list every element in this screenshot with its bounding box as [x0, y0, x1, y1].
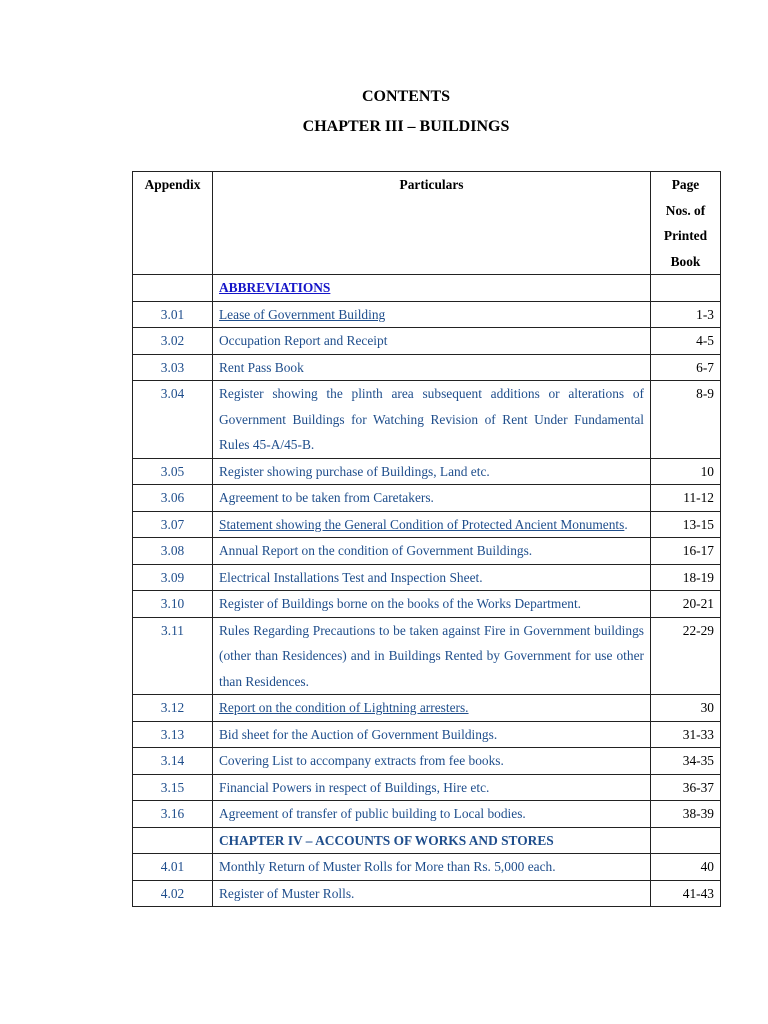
table-row	[133, 695, 721, 722]
header-page-line: Nos. of	[665, 202, 706, 218]
chapter-row	[133, 827, 721, 854]
appendix-number: 3.07	[133, 511, 213, 538]
particulars-text: Electrical Installations Test and Inspection Sheet.	[219, 569, 483, 585]
page-range: 30	[651, 695, 721, 722]
particulars-text: Register of Buildings borne on the books of the Works Department.	[219, 596, 582, 611]
appendix-number: 3.03	[133, 354, 213, 381]
appendix-number: 3.08	[133, 538, 213, 565]
table-row	[133, 328, 721, 355]
page-range: 36-37	[651, 774, 721, 801]
table-row	[133, 591, 721, 618]
particulars-cell	[213, 695, 651, 722]
particulars-cell	[213, 538, 651, 565]
table-row	[133, 801, 721, 828]
particulars-cell	[213, 880, 651, 907]
appendix-number: 3.12	[133, 695, 213, 722]
appendix-number: 3.04	[133, 381, 213, 459]
header-particulars: Particulars	[213, 172, 651, 275]
appendix-number: 3.14	[133, 748, 213, 775]
contents-table	[132, 171, 721, 907]
particulars-text: Occupation Report and Receipt	[219, 333, 388, 348]
table-row	[133, 748, 721, 775]
page-range: 4-5	[651, 328, 721, 355]
table-row	[133, 538, 721, 565]
page-range: 20-21	[651, 591, 721, 618]
particulars-cell	[213, 564, 651, 591]
table-row	[133, 774, 721, 801]
page-range: 34-35	[651, 748, 721, 775]
abbreviations-link[interactable]: ABBREVIATIONS	[219, 280, 331, 295]
particulars-text: Rules Regarding Precautions to be taken against Fire in Government buildings (other than Residences) and in Buildings Rented by Government for use other than Residences.	[219, 622, 644, 689]
particulars-text: Monthly Return of Muster Rolls for More than Rs. 5,000 each.	[219, 859, 556, 874]
particulars-cell	[213, 801, 651, 828]
particulars-cell	[213, 748, 651, 775]
empty-cell	[133, 827, 213, 854]
particulars-cell	[213, 591, 651, 618]
chapter-title: CHAPTER III – BUILDINGS	[302, 118, 510, 135]
particulars-cell	[213, 354, 651, 381]
appendix-number: 3.11	[133, 617, 213, 695]
header-page-line: Page	[671, 177, 700, 192]
particulars-link[interactable]: Statement showing the General Condition of Protected Ancient Monuments	[219, 516, 625, 532]
chapter-heading: CHAPTER IV – ACCOUNTS OF WORKS AND STORES	[213, 827, 651, 854]
appendix-number: 3.06	[133, 485, 213, 512]
header-page-line: Printed	[663, 228, 708, 243]
appendix-number: 3.10	[133, 591, 213, 618]
appendix-number: 3.13	[133, 721, 213, 748]
particulars-cell	[213, 381, 651, 459]
table-row	[133, 880, 721, 907]
particulars-text: Financial Powers in respect of Buildings, Hire etc.	[219, 779, 490, 795]
particulars-text: Bid sheet for the Auction of Government Buildings.	[219, 726, 498, 742]
header-page-line: Book	[670, 253, 701, 269]
table-row	[133, 354, 721, 381]
particulars-cell	[213, 511, 651, 538]
particulars-cell	[213, 485, 651, 512]
particulars-text: Register showing the plinth area subsequent additions or alterations of Government Buildings for Watching Revision of Rent Under Fundamental Rules 45-A/45-B.	[219, 386, 644, 452]
page-range: 31-33	[651, 721, 721, 748]
table-row	[133, 721, 721, 748]
page-range: 16-17	[651, 538, 721, 565]
particulars-cell	[213, 328, 651, 355]
particulars-text: Covering List to accompany extracts from fee books.	[219, 753, 504, 768]
particulars-text: Register showing purchase of Buildings, Land etc.	[219, 463, 490, 479]
page-range: 18-19	[651, 564, 721, 591]
page-range: 8-9	[651, 381, 721, 459]
particulars-link[interactable]: Lease of Government Building	[219, 306, 386, 322]
header-page-nos	[651, 172, 721, 275]
empty-cell	[651, 275, 721, 302]
abbreviations-cell	[213, 275, 651, 302]
empty-cell	[651, 827, 721, 854]
particulars-link[interactable]: Report on the condition of Lightning arresters.	[219, 700, 469, 715]
particulars-text: Agreement of transfer of public building to Local bodies.	[219, 806, 526, 821]
table-row	[133, 617, 721, 695]
page-range: 13-15	[651, 511, 721, 538]
particulars-cell	[213, 854, 651, 881]
appendix-number: 3.16	[133, 801, 213, 828]
page-range: 40	[651, 854, 721, 881]
page-range: 6-7	[651, 354, 721, 381]
particulars-text: Rent Pass Book	[219, 359, 304, 375]
particulars-cell	[213, 301, 651, 328]
appendix-number: 4.02	[133, 880, 213, 907]
particulars-cell	[213, 721, 651, 748]
particulars-cell	[213, 617, 651, 695]
particulars-suffix: .	[624, 516, 628, 532]
appendix-number: 3.05	[133, 458, 213, 485]
table-row	[133, 458, 721, 485]
page-range: 1-3	[651, 301, 721, 328]
appendix-number: 3.09	[133, 564, 213, 591]
table-row	[133, 485, 721, 512]
particulars-cell	[213, 774, 651, 801]
appendix-number: 3.01	[133, 301, 213, 328]
appendix-number: 3.02	[133, 328, 213, 355]
abbreviations-row	[133, 275, 721, 302]
page-range: 10	[651, 458, 721, 485]
table-row	[133, 564, 721, 591]
empty-cell	[133, 275, 213, 302]
page-range: 38-39	[651, 801, 721, 828]
page-range: 11-12	[651, 485, 721, 512]
particulars-text: Agreement to be taken from Caretakers.	[219, 490, 434, 505]
table-row	[133, 301, 721, 328]
table-row	[133, 381, 721, 459]
appendix-number: 3.15	[133, 774, 213, 801]
page-range: 22-29	[651, 617, 721, 695]
particulars-cell	[213, 458, 651, 485]
page-range: 41-43	[651, 880, 721, 907]
appendix-number: 4.01	[133, 854, 213, 881]
table-row	[133, 854, 721, 881]
particulars-text: Annual Report on the condition of Government Buildings.	[219, 543, 533, 558]
table-row	[133, 511, 721, 538]
header-appendix: Appendix	[133, 172, 213, 275]
page-title: CONTENTS	[361, 88, 451, 105]
particulars-text: Register of Muster Rolls.	[219, 885, 355, 901]
table-header-row	[133, 172, 721, 275]
